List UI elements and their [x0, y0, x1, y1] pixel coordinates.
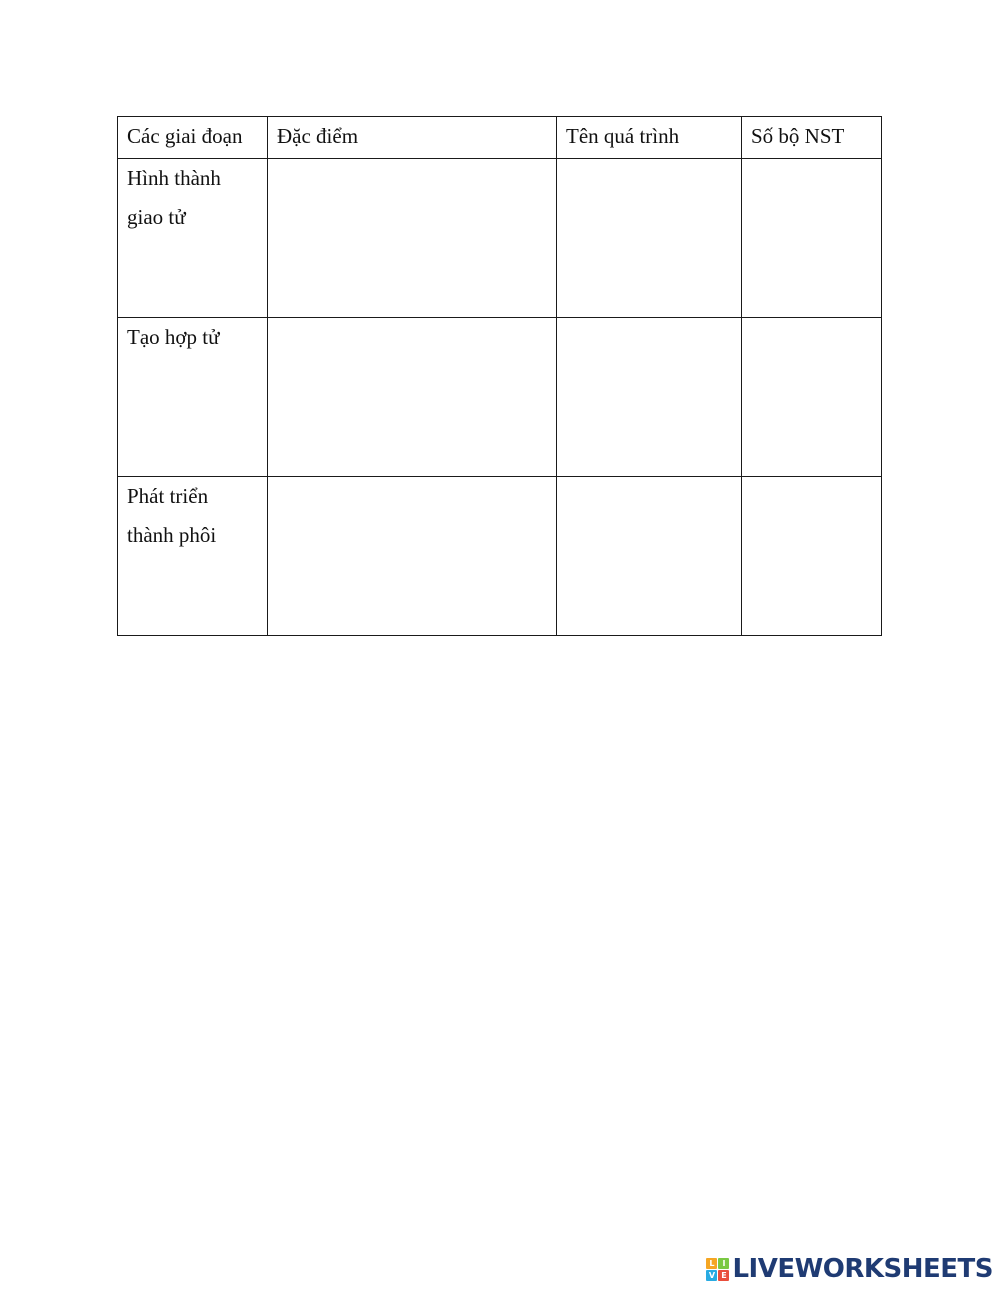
process-answer-cell[interactable] — [557, 318, 742, 477]
header-process-name-label: Tên quá trình — [566, 124, 680, 148]
header-stages-label: Các giai đoạn — [127, 124, 243, 148]
logo-block-e: E — [718, 1270, 729, 1281]
header-features — [268, 117, 557, 159]
stage-cell — [118, 477, 268, 636]
stage-label: Phát triển thành phôi — [127, 484, 217, 547]
table-header-row — [118, 117, 882, 159]
table-row — [118, 477, 882, 636]
chromosome-answer-cell[interactable] — [742, 159, 882, 318]
table-row — [118, 159, 882, 318]
process-answer-cell[interactable] — [557, 159, 742, 318]
liveworksheets-logo — [706, 1254, 993, 1284]
feature-answer-cell[interactable] — [268, 159, 557, 318]
table-row — [118, 318, 882, 477]
logo-block-i: I — [718, 1258, 729, 1269]
feature-answer-cell[interactable] — [268, 477, 557, 636]
header-process-name — [557, 117, 742, 159]
stage-cell — [118, 318, 268, 477]
header-chromosome-sets-label: Số bộ NST — [751, 124, 845, 148]
logo-block-l: L — [706, 1258, 717, 1269]
stage-cell — [118, 159, 268, 318]
process-answer-cell[interactable] — [557, 477, 742, 636]
logo-blocks-icon — [706, 1258, 729, 1281]
logo-text: LIVEWORKSHEETS — [732, 1254, 993, 1284]
stage-label: Tạo hợp tử — [127, 325, 220, 349]
header-features-label: Đặc điểm — [277, 124, 359, 148]
feature-answer-cell[interactable] — [268, 318, 557, 477]
header-chromosome-sets — [742, 117, 882, 159]
header-stages — [118, 117, 268, 159]
chromosome-answer-cell[interactable] — [742, 477, 882, 636]
worksheet-table — [117, 116, 882, 636]
stage-label: Hình thành giao tử — [127, 166, 221, 229]
chromosome-answer-cell[interactable] — [742, 318, 882, 477]
logo-block-v: V — [706, 1270, 717, 1281]
